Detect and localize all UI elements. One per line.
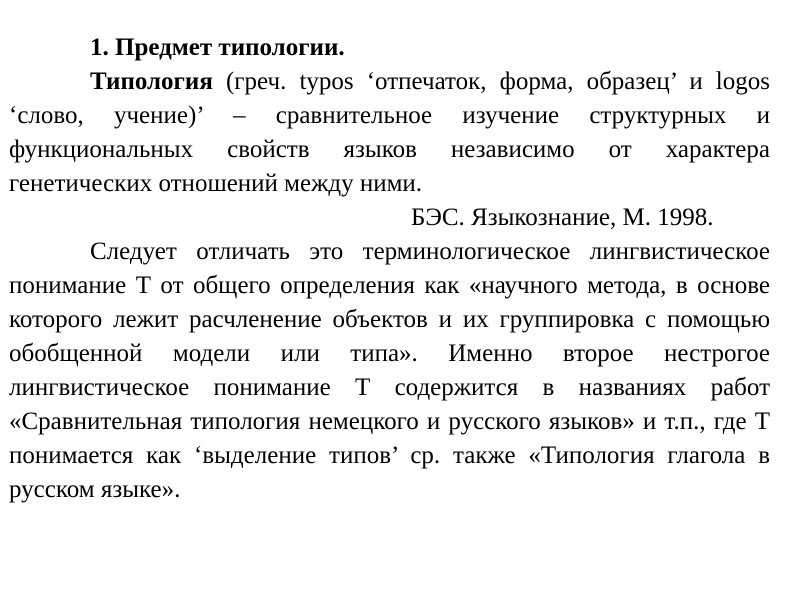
body-paragraph: Следует отличать это терминологическое лингвистическое понимание Т от общего определения как «научного метода, в основе которого лежит расчленение объектов и их группировка с помощью обобщенной модели или типа». Именно второе нестрогое лингвистическое понимание Т содержится в названиях работ «Сравнительная типология немецкого и русского языков» и т.п., где Т понимается как ‘выделение типов’ ср. также «Типология глагола в русском языке». [9,238,770,503]
section-heading: 1. Предмет типологии. [90,34,345,61]
definition-paragraph [9,65,770,201]
definition-term: Типология [90,68,213,95]
source-citation: БЭС. Языкознание, М. 1998. [411,204,714,231]
definition-text: (греч. typos ‘отпечаток, форма, образец’ и logos ‘слово, учение)’ – сравнительное изучение структурных и функциональных свойств языков независимо от характера генетических отношений между ними. [9,68,770,197]
document-body [9,31,770,507]
